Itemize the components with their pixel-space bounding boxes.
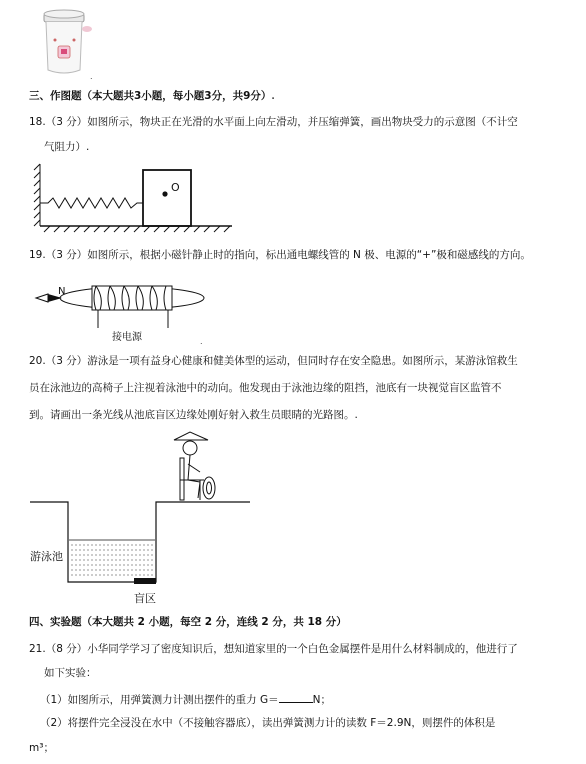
rice-cooker-figure [38, 4, 98, 82]
blind-zone-label: 盲区 [134, 592, 156, 605]
spring [40, 198, 143, 208]
block [143, 170, 191, 226]
q19-text: 19.（3 分）如图所示，根据小磁针静止时的指向，标出通电螺线管的 N 极、电源的“+”极和磁感线的方向。 [29, 249, 531, 261]
answer-blank-weight[interactable] [279, 692, 313, 703]
ground-hatching [44, 226, 230, 232]
point-o [162, 191, 167, 196]
solenoid-core [92, 286, 172, 310]
point-o-label: O [171, 181, 180, 194]
q19-solenoid-figure [34, 276, 209, 346]
q21-step-2-unit: m³； [29, 742, 54, 754]
q20-text-line-1: 20.（3 分）游泳是一项有益身心健康和健美体型的运动，但同时存在安全隐患。如图所示，某游泳馆救生 [29, 355, 518, 367]
svg-text:.: . [90, 72, 93, 81]
blind-zone [134, 578, 156, 584]
svg-text:.: . [200, 337, 203, 346]
q20-pool-figure [28, 428, 260, 608]
section-3-heading: 三、作图题（本大题共3小题，每小题3分，共9分）. [29, 90, 275, 102]
pool-label: 游泳池 [30, 550, 63, 563]
wall-hatching [34, 164, 40, 226]
q18-text-line-2: 气阻力）. [44, 141, 90, 153]
needle-n-label: N [58, 286, 66, 297]
section-4-heading: 四、实验题（本大题共 2 小题，每空 2 分，连线 2 分，共 18 分） [29, 616, 347, 628]
q21-text-line-2: 如下实验： [44, 667, 97, 679]
q18-spring-block-figure [32, 160, 237, 236]
q21-step-2: （2）将摆件完全浸没在水中（不接触容器底），读出弹簧测力计的读数 F＝2.9N，则摆件的体积是 [40, 717, 496, 729]
lifebuoy [203, 477, 215, 499]
power-label: 接电源 [112, 332, 142, 343]
q20-text-line-3: 到。请画出一条光线从池底盲区边缘处刚好射入救生员眼睛的光路图。. [29, 409, 358, 421]
q21-text-line-1: 21.（8 分）小华同学学习了密度知识后，想知道家里的一个白色金属摆件是用什么材料制成的，他进行了 [29, 643, 518, 655]
q20-text-line-2: 员在泳池边的高椅子上注视着泳池中的动向。他发现由于泳池边缘的阻挡，池底有一块视觉盲区监管不 [29, 382, 502, 394]
q18-text-line-1: 18.（3 分）如图所示，物块正在光滑的水平面上向左滑动，并压缩弹簧，画出物块受力的示意图（不计空 [29, 116, 518, 128]
q21-step-1: （1）如图所示，用弹簧测力计测出摆件的重力 G＝ N； [40, 694, 332, 706]
